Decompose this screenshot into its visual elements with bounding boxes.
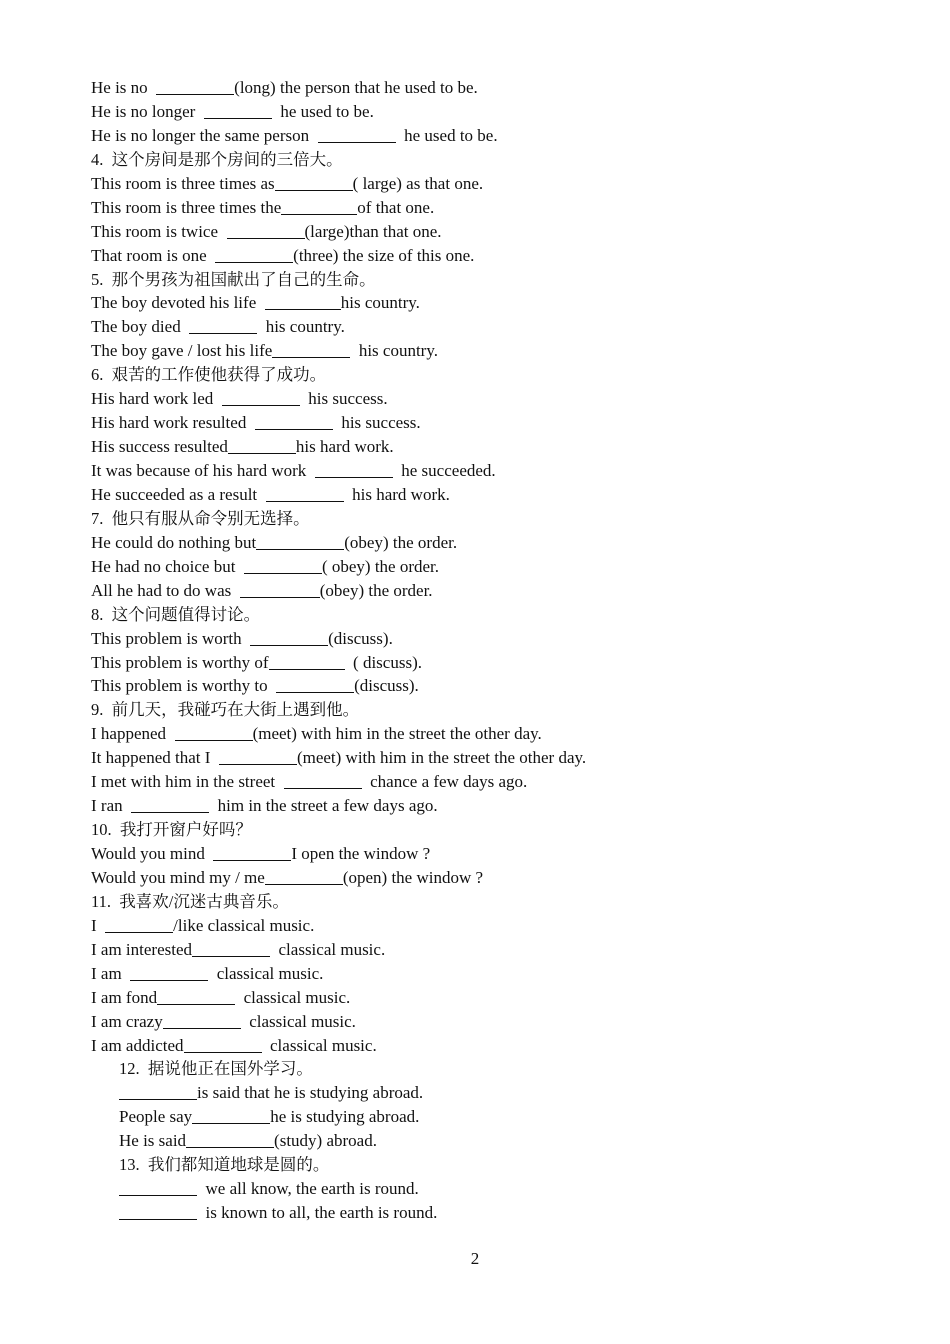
answer-blank[interactable]: [256, 534, 344, 550]
answer-blank[interactable]: [192, 1108, 270, 1124]
sentence-text: his success.: [332, 413, 421, 433]
answer-blank[interactable]: [163, 1013, 241, 1029]
sentence-text: This room is three times as: [91, 173, 275, 193]
exercise-line: [91, 220, 891, 244]
sentence-text: classical music.: [240, 1011, 356, 1031]
answer-blank[interactable]: [275, 175, 353, 191]
heading-text: 8. 这个问题值得讨论。: [91, 604, 261, 624]
exercise-line: [91, 770, 891, 794]
answer-blank[interactable]: [105, 917, 173, 933]
page-number: 2: [470, 1249, 480, 1268]
answer-blank[interactable]: [184, 1037, 262, 1053]
heading-text: 12. 据说他正在国外学习。: [119, 1059, 313, 1079]
sentence-text: classical music.: [208, 963, 324, 983]
sentence-text: Would you mind: [91, 844, 214, 863]
exercise-line: [91, 387, 891, 411]
heading-text: 10. 我打开窗户好吗？: [91, 820, 252, 840]
sentence-text: I am crazy: [91, 1011, 163, 1031]
sentence-text: People say: [119, 1107, 193, 1127]
answer-blank[interactable]: [244, 558, 322, 574]
sentence-text: he used to be.: [271, 101, 374, 121]
exercise-line: [91, 76, 891, 100]
exercise-line: [91, 794, 891, 818]
sentence-text: He succeeded as a result: [91, 484, 266, 504]
answer-blank[interactable]: [284, 773, 362, 789]
sentence-text: he used to be.: [395, 125, 498, 145]
exercise-line: [91, 315, 891, 339]
answer-blank[interactable]: [240, 582, 320, 598]
exercise-line: [91, 100, 891, 124]
sentence-text: his country.: [340, 293, 420, 313]
sentence-text: he succeeded.: [392, 461, 496, 480]
answer-blank[interactable]: [228, 438, 296, 454]
sentence-text: Would you mind my / me: [91, 867, 265, 887]
heading-text: 7. 他只有服从命令别无选择。: [91, 508, 310, 528]
sentence-text: of that one.: [357, 197, 435, 217]
question-heading: [91, 698, 891, 722]
answer-blank[interactable]: [192, 941, 270, 957]
sentence-text: (large)than that one.: [304, 221, 442, 241]
sentence-text: It happened that I: [91, 748, 219, 768]
sentence-text: I am: [91, 963, 131, 983]
sentence-text: is said that he is studying abroad.: [197, 1083, 424, 1103]
sentence-text: He is no longer: [91, 101, 204, 121]
question-heading: [91, 1057, 891, 1081]
sentence-text: /like classical music.: [173, 915, 315, 935]
sentence-text: He could do nothing but: [91, 532, 257, 552]
sentence-text: I am addicted: [91, 1035, 184, 1055]
sentence-text: his hard work.: [343, 484, 450, 504]
sentence-text: This problem is worthy to: [91, 676, 277, 696]
answer-blank[interactable]: [265, 869, 343, 885]
sentence-text: He is said: [119, 1131, 187, 1151]
sentence-text: His success resulted: [91, 437, 228, 457]
sentence-text: ( discuss).: [344, 652, 422, 672]
sentence-text: classical music.: [235, 987, 351, 1007]
sentence-text: classical music.: [270, 939, 386, 959]
exercise-line: [91, 1010, 891, 1034]
sentence-text: him in the street a few days ago.: [209, 796, 438, 816]
answer-blank[interactable]: [119, 1084, 197, 1100]
question-heading: [91, 890, 891, 914]
sentence-text: (three) the size of this one.: [293, 245, 475, 265]
answer-blank[interactable]: [186, 1132, 274, 1148]
exercise-line: [91, 579, 891, 603]
question-heading: [91, 818, 891, 842]
sentence-text: I am fond: [91, 987, 158, 1007]
sentence-text: I: [91, 915, 106, 935]
sentence-text: He had no choice but: [91, 556, 244, 576]
answer-blank[interactable]: [156, 79, 234, 95]
sentence-text: his hard work.: [295, 437, 394, 457]
exercise-line: [91, 651, 891, 675]
exercise-line: [91, 196, 891, 220]
sentence-text: That room is one: [91, 245, 216, 265]
sentence-text: The boy died: [91, 317, 190, 337]
sentence-text: This room is three times the: [91, 197, 282, 217]
sentence-text: It was because of his hard work: [91, 461, 315, 480]
sentence-text: his country.: [257, 317, 345, 337]
sentence-text: (discuss).: [328, 628, 393, 648]
sentence-text: This problem is worth: [91, 628, 251, 648]
sentence-text: ( large) as that one.: [352, 173, 484, 193]
sentence-text: His hard work led: [91, 389, 222, 409]
heading-text: 13. 我们都知道地球是圆的。: [119, 1155, 330, 1175]
answer-blank[interactable]: [189, 318, 257, 334]
exercise-line: [91, 1081, 891, 1105]
exercise-line: [91, 172, 891, 196]
sentence-text: is known to all, the earth is round.: [197, 1203, 438, 1223]
sentence-text: classical music.: [261, 1035, 377, 1055]
exercise-line: [91, 291, 891, 315]
sentence-text: (obey) the order.: [344, 532, 458, 552]
question-heading: [91, 1153, 891, 1177]
answer-blank[interactable]: [250, 630, 328, 646]
exercise-line: [91, 124, 891, 148]
exercise-line: [91, 938, 891, 962]
sentence-text: All he had to do was: [91, 580, 240, 600]
answer-blank[interactable]: [318, 127, 396, 143]
answer-blank[interactable]: [222, 390, 300, 406]
exercise-line: [91, 962, 891, 986]
sentence-text: I happened: [91, 724, 175, 744]
heading-text: 9. 前几天，我碰巧在大街上遇到他。: [91, 700, 360, 720]
sentence-text: The boy devoted his life: [91, 293, 265, 313]
exercise-line: [91, 722, 891, 746]
heading-text: 6. 艰苦的工作使他获得了成功。: [91, 365, 327, 385]
sentence-text: I met with him in the street: [91, 772, 284, 792]
sentence-text: his success.: [299, 389, 388, 409]
sentence-text: (study) abroad.: [274, 1131, 377, 1151]
exercise-line: [91, 244, 891, 268]
exercise-line: [91, 1105, 891, 1129]
sentence-text: ( obey) the order.: [321, 556, 440, 576]
question-heading: [91, 603, 891, 627]
sentence-text: (obey) the order.: [319, 580, 433, 600]
exercise-line: [91, 1177, 891, 1201]
sentence-text: (meet) with him in the street the other day.: [252, 724, 542, 744]
exercise-line: [91, 1129, 891, 1153]
heading-text: 11. 我喜欢/沉迷古典音乐。: [91, 891, 289, 911]
sentence-text: (long) the person that he used to be.: [234, 78, 478, 97]
answer-blank[interactable]: [265, 294, 341, 310]
answer-blank[interactable]: [130, 965, 208, 981]
answer-blank[interactable]: [119, 1180, 197, 1196]
answer-blank[interactable]: [269, 654, 345, 670]
exercise-line: [91, 459, 891, 483]
answer-blank[interactable]: [131, 797, 209, 813]
answer-blank[interactable]: [281, 199, 357, 215]
exercise-line: [91, 411, 891, 435]
exercise-line: [91, 842, 891, 866]
answer-blank[interactable]: [255, 414, 333, 430]
sentence-text: chance a few days ago.: [361, 772, 528, 792]
exercise-line: [91, 1201, 891, 1225]
sentence-text: He is no longer the same person: [91, 125, 318, 145]
heading-text: 4. 这个房间是那个房间的三倍大。: [91, 149, 343, 169]
sentence-text: I open the window ?: [291, 844, 431, 863]
question-heading: [91, 268, 891, 292]
worksheet-page: [91, 76, 891, 1225]
exercise-line: [91, 1034, 891, 1058]
sentence-text: (discuss).: [354, 676, 419, 696]
answer-blank[interactable]: [157, 989, 235, 1005]
sentence-text: (meet) with him in the street the other day.: [296, 748, 587, 768]
sentence-text: This room is twice: [91, 221, 227, 241]
sentence-text: His hard work resulted: [91, 413, 255, 433]
exercise-line: [91, 435, 891, 459]
answer-blank[interactable]: [175, 725, 253, 741]
answer-blank[interactable]: [266, 486, 344, 502]
answer-blank[interactable]: [315, 462, 393, 478]
exercise-line: [91, 627, 891, 651]
sentence-text: his country.: [350, 341, 438, 361]
sentence-text: He is no: [91, 78, 157, 97]
answer-blank[interactable]: [227, 223, 305, 239]
answer-blank[interactable]: [215, 247, 293, 263]
sentence-text: I ran: [91, 796, 132, 816]
sentence-text: (open) the window ?: [342, 867, 484, 887]
question-heading: [91, 363, 891, 387]
exercise-line: [91, 746, 891, 770]
sentence-text: This problem is worthy of: [91, 652, 269, 672]
exercise-line: [91, 531, 891, 555]
exercise-line: [91, 914, 891, 938]
heading-text: 5. 那个男孩为祖国献出了自己的生命。: [91, 269, 376, 289]
answer-blank[interactable]: [213, 845, 291, 861]
answer-blank[interactable]: [219, 749, 297, 765]
exercise-line: [91, 674, 891, 698]
sentence-text: we all know, the earth is round.: [197, 1179, 419, 1199]
answer-blank[interactable]: [276, 677, 354, 693]
exercise-line: [91, 986, 891, 1010]
exercise-line: [91, 339, 891, 363]
question-heading: [91, 148, 891, 172]
sentence-text: The boy gave / lost his life: [91, 341, 273, 361]
sentence-text: he is studying abroad.: [270, 1107, 420, 1127]
answer-blank[interactable]: [204, 103, 272, 119]
exercise-line: [91, 866, 891, 890]
sentence-text: I am interested: [91, 939, 193, 959]
exercise-line: [91, 555, 891, 579]
exercise-line: [91, 483, 891, 507]
question-heading: [91, 507, 891, 531]
answer-blank[interactable]: [272, 342, 350, 358]
answer-blank[interactable]: [119, 1204, 197, 1220]
